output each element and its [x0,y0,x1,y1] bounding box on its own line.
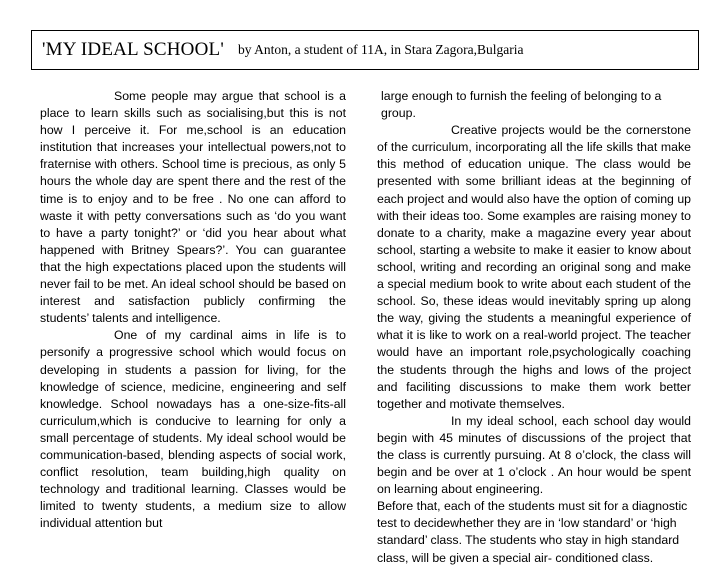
paragraph: One of my cardinal aims in life is to personify a progressive school which would focus on developing in students a passion for living, for the knowledge of science, medicine, engineering and self knowledge. School nowadays has a one-size-fits-all curriculum,which is conducive to learning for only a small percentage of students. My ideal school would be communication-based, blending aspects of social work, conflict resolution, team building,high quality on technology and traditional learning. Classes would be limited to twenty students, a medium size to allow individual attention but [40,328,346,531]
document-title: 'MY IDEAL SCHOOL' [42,39,224,60]
left-column [40,88,346,532]
author-byline: by Anton, a student of 11A, in Stara Zagora,Bulgaria [237,42,524,57]
title-box [31,30,699,70]
paragraph: In my ideal school, each school day would begin with 45 minutes of discussions of the project that the class is currently pursuing. At 8 o’clock, the class will begin and be over at 1 o’clock . An hour would be spent on learning about engineering. [377,413,691,497]
paragraph: Before that, each of the students must sit for a diagnostic test to decidewhether they are in ‘low standard’ or ‘high standard’ class. The students who stay in high standard class, will be given a special air- conditioned class. [377,499,688,565]
paragraph: Some people may argue that school is a place to learn skills such as socialising,but this is not how I perceive it. For me,school is an education institution that increases your intellectual powers,not to fraternise with others. School time is precious, as only 5 hours the whole day are spent there and the rest of the time is to enjoy and to be free . No one can afford to waste it with petty conversations such as ‘do you want to have a party tonight?’ or ‘did you hear about what happened with Britney Spears?’. You can guarantee that the high expectations placed upon the students will never fail to be met. An ideal school should be based on interest and satisfaction publicly confirming the students’ talents and intelligence. [40,89,346,326]
paragraph: large enough to furnish the feeling of belonging to a group. [381,89,662,121]
right-column [377,88,691,567]
paragraph: Creative projects would be the cornerstone of the curriculum, incorporating all the life skills that make this method of education unique. The class would be presented with some brilliant ideas at the beginning of each project and would also have the option of coming up with their ideas too. Some examples are raising money to donate to a charity, make a magazine every year about school, starting a website to make it easier to know about school, writing and recording an original song and make a special medium book to write about each student of the school. So, these ideas would inevitably spring up along the way, giving the students a meaningful experience of what it is like to work on a real-world project. The teacher would have an important role,psychologically coaching the students through the highs and lows of the project and faciliting discussions to make them work better together and motivate themselves. [377,123,691,411]
